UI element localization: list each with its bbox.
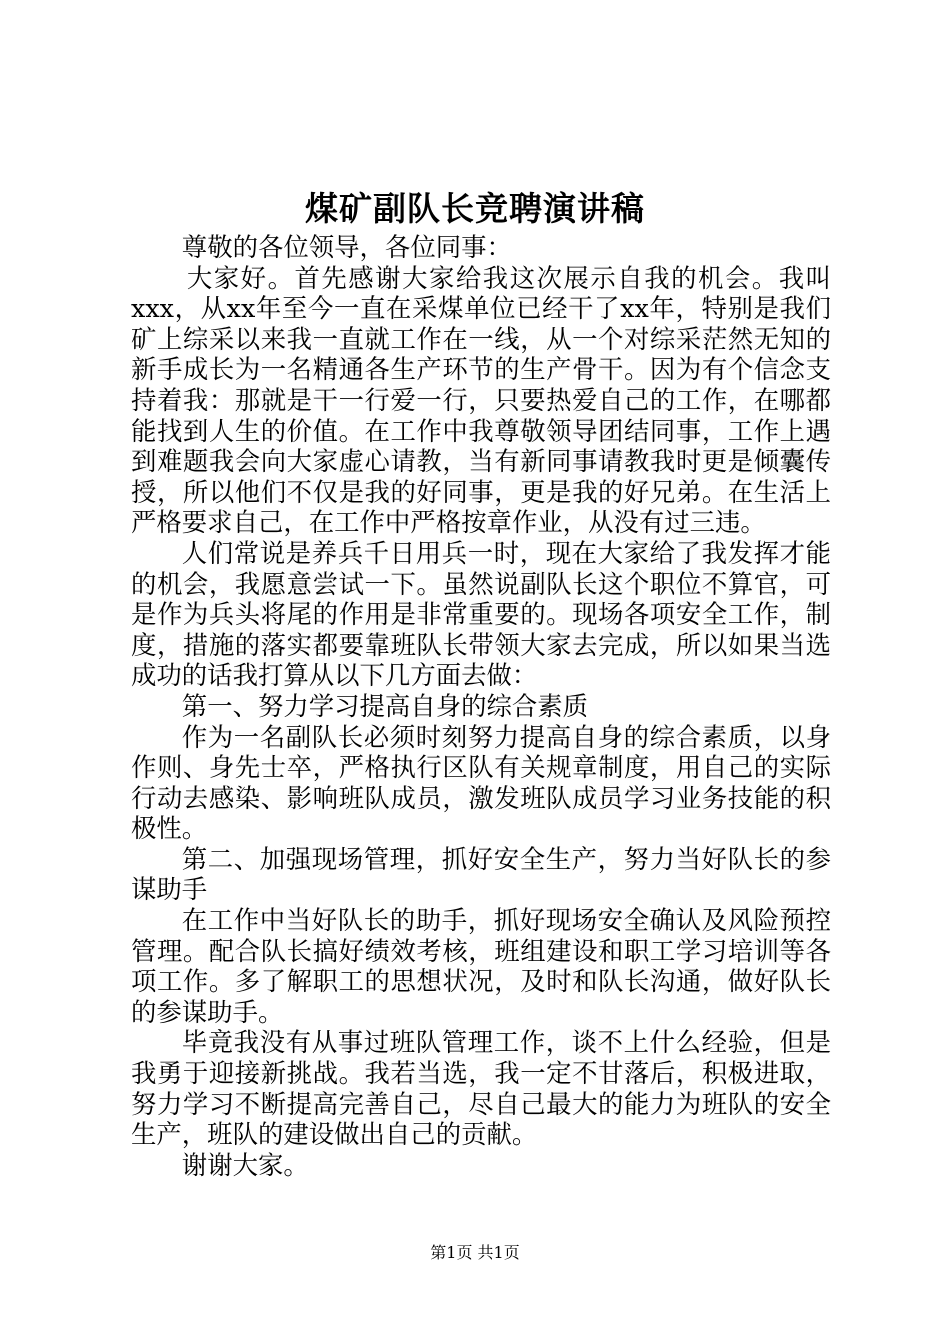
section-heading: 第二、加强现场管理，抓好安全生产，努力当好队长的参谋助手 bbox=[131, 843, 831, 905]
document-body bbox=[131, 232, 831, 1180]
body-paragraph: 作为一名副队长必须时刻努力提高自身的综合素质，以身作则、身先士卒，严格执行区队有关规章制度，用自己的实际行动去感染、影响班队成员，激发班队成员学习业务技能的积极性。 bbox=[131, 721, 831, 844]
document-title: 煤矿副队长竞聘演讲稿 bbox=[305, 189, 645, 228]
body-paragraph: 在工作中当好队长的助手，抓好现场安全确认及风险预控管理。配合队长搞好绩效考核，班组建设和职工学习培训等各项工作。多了解职工的思想状况，及时和队长沟通，做好队长的参谋助手。 bbox=[131, 905, 831, 1027]
greeting-paragraph: 尊敬的各位领导，各位同事： bbox=[181, 232, 512, 262]
page-footer: 第1页 共1页 bbox=[430, 1243, 520, 1262]
body-paragraph: 毕竟我没有从事过班队管理工作，谈不上什么经验，但是我勇于迎接新挑战。我若当选，我一定不甘落后，积极进取，努力学习不断提高完善自己，尽自己最大的能力为班队的安全生产，班队的建设做出自己的贡献。 bbox=[131, 1027, 831, 1150]
section-heading: 第一、努力学习提高自身的综合素质 bbox=[181, 690, 589, 721]
body-paragraph: 人们常说是养兵千日用兵一时，现在大家给了我发挥才能的机会，我愿意尝试一下。虽然说副队长这个职位不算官，可是作为兵头将尾的作用是非常重要的。现场各项安全工作，制度，措施的落实都要靠班队长带领大家去完成，所以如果当选成功的话我打算从以下几方面去做： bbox=[131, 537, 831, 691]
body-paragraph: 大家好。首先感谢大家给我这次展示自我的机会。我叫xxx，从xx年至今一直在采煤单位已经干了xx年，特别是我们矿上综采以来我一直就工作在一线，从一个对综采茫然无知的新手成长为一名精通各生产环节的生产骨干。因为有个信念支持着我：那就是干一行爱一行，只要热爱自己的工作，在哪都能找到人生的价值。在工作中我尊敬领导团结同事，工作上遇到难题我会向大家虚心请教，当有新同事请教我时更是倾囊传授，所以他们不仅是我的好同事，更是我的好兄弟。在生活上严格要求自己，在工作中严格按章作业，从没有过三违。 bbox=[131, 262, 831, 538]
closing-paragraph: 谢谢大家。 bbox=[181, 1149, 309, 1180]
